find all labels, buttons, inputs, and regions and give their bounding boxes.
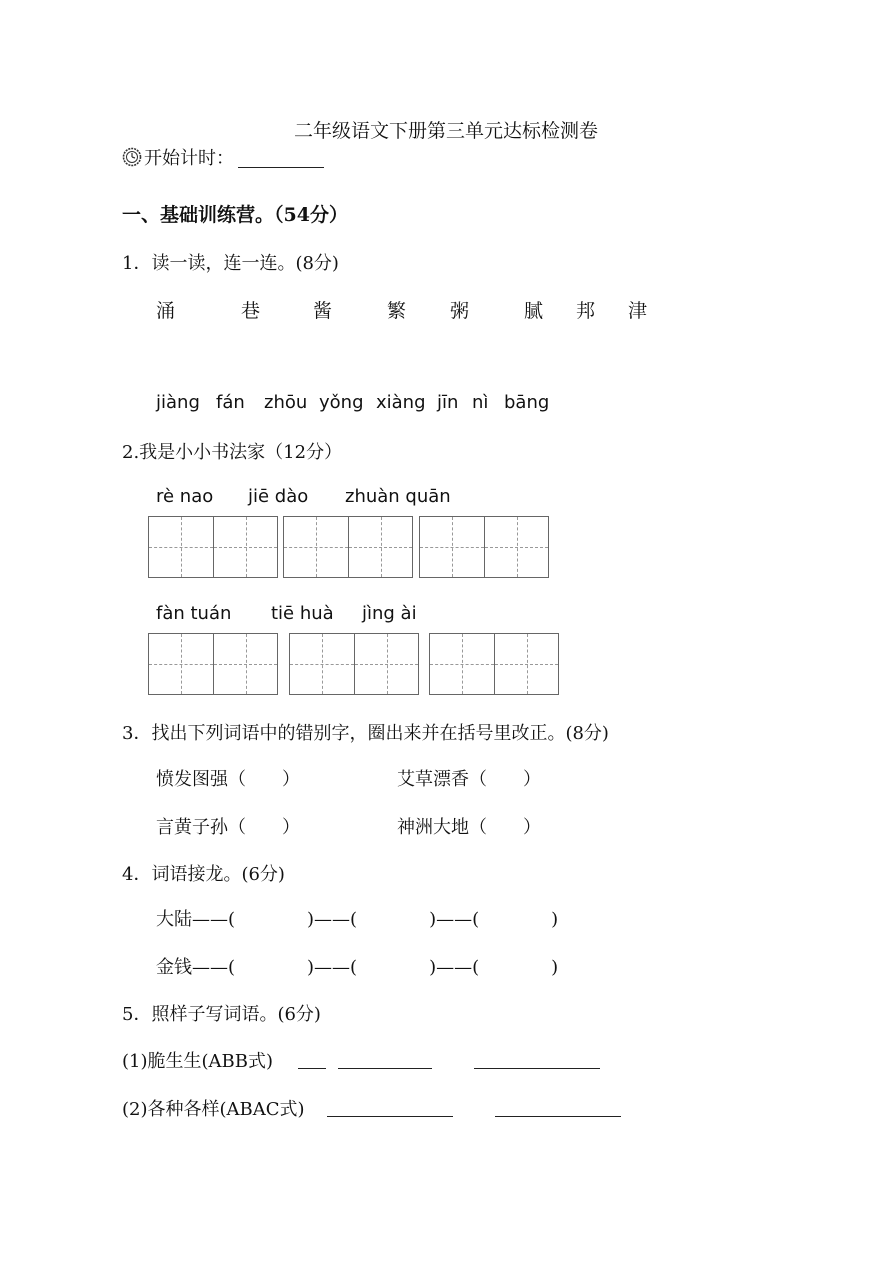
q3-item[interactable]: 愤发图强（ ）: [156, 769, 300, 790]
writing-grid[interactable]: [419, 516, 549, 578]
q5-item: (1)脆生生(ABB式): [122, 1051, 273, 1072]
q1-prompt: 1．读一读，连一连。(8分): [122, 253, 339, 274]
q1-pinyin: bāng: [504, 392, 550, 413]
page-title: 二年级语文下册第三单元达标检测卷: [293, 120, 598, 142]
q2-pinyin: jìng ài: [362, 603, 417, 624]
q1-pinyin: jīn: [437, 392, 459, 413]
q4-item[interactable]: 金钱——( )——( )——( ): [156, 957, 559, 978]
q2-pinyin: tiē huà: [271, 603, 334, 624]
q5-prompt: 5．照样子写词语。(6分): [122, 1004, 321, 1025]
q1-char: 津: [628, 300, 648, 322]
q1-pinyin: zhōu: [264, 392, 308, 413]
q1-pinyin: yǒng: [319, 392, 364, 413]
q2-pinyin: zhuàn quān: [345, 486, 451, 507]
q1-char: 粥: [450, 300, 470, 322]
answer-line[interactable]: [298, 1068, 326, 1069]
writing-grid[interactable]: [148, 516, 278, 578]
writing-grid[interactable]: [429, 633, 559, 695]
q1-char: 酱: [313, 300, 333, 322]
q3-prompt: 3．找出下列词语中的错别字，圈出来并在括号里改正。(8分): [122, 723, 609, 744]
q3-item[interactable]: 艾草漂香（ ）: [397, 769, 541, 790]
q5-item: (2)各种各样(ABAC式): [122, 1099, 305, 1120]
q1-char: 巷: [241, 300, 261, 322]
q1-pinyin: fán: [216, 392, 245, 413]
q2-pinyin: jiē dào: [248, 486, 309, 507]
answer-line[interactable]: [327, 1116, 453, 1117]
writing-grid[interactable]: [148, 633, 278, 695]
writing-grid[interactable]: [289, 633, 419, 695]
q3-item[interactable]: 神洲大地（ ）: [397, 817, 541, 838]
timer-blank[interactable]: [238, 147, 324, 168]
q1-char: 涌: [156, 300, 176, 322]
section-heading: 一、基础训练营。（54分）: [122, 204, 348, 226]
timer-row: [122, 144, 324, 170]
q1-pinyin: nì: [472, 392, 489, 413]
q1-char: 腻: [524, 300, 544, 322]
q1-char: 繁: [387, 300, 407, 322]
answer-line[interactable]: [338, 1068, 432, 1069]
q2-prompt: 2.我是小小书法家（12分）: [122, 442, 343, 463]
answer-line[interactable]: [495, 1116, 621, 1117]
q2-pinyin: rè nao: [156, 486, 214, 507]
clock-icon: [122, 147, 142, 167]
q4-prompt: 4．词语接龙。(6分): [122, 864, 285, 885]
q3-item[interactable]: 言黄子孙（ ）: [156, 817, 300, 838]
answer-line[interactable]: [474, 1068, 600, 1069]
writing-grid[interactable]: [283, 516, 413, 578]
q1-pinyin: xiàng: [376, 392, 426, 413]
q1-char: 邦: [576, 300, 596, 322]
q1-pinyin: jiàng: [156, 392, 200, 413]
q4-item[interactable]: 大陆——( )——( )——( ): [156, 909, 559, 930]
q2-pinyin: fàn tuán: [156, 603, 232, 624]
timer-label: 开始计时：: [144, 148, 234, 169]
